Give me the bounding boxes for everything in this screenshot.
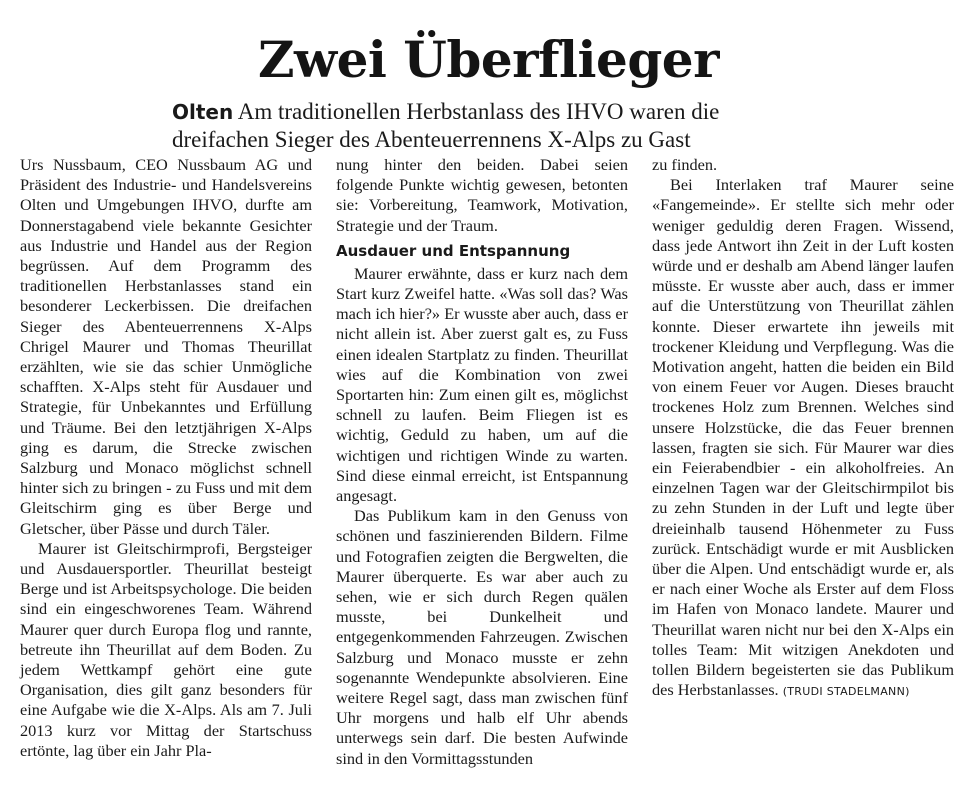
column-3: [652, 155, 954, 702]
body-paragraph: Das Publikum kam in den Genuss von schönen und faszinierenden Bildern. Filme und Fotografien zeigten die Bergwelten, die Maurer überquerte. Es war aber auch zu sehen, wie er sich durch Regen quälen musste, bei Dunkelheit und entgegenkommenden Fahrzeugen. Zwischen Salzburg und Monaco musste er zehn sogenannte Wendepunkte absolvieren. Eine weitere Regel sagt, dass man zwischen fünf Uhr morgens und halb elf Uhr abends unterwegs sein darf. Die besten Aufwinde sind in den Vormittagsstunden: [336, 506, 628, 768]
body-paragraph: Maurer ist Gleitschirmprofi, Bergsteiger und Ausdauersportler. Theurillat besteigt Berge und ist Arbeitspsychologe. Die beiden sind ein eingeschworenes Team. Während Maurer quer durch Europa flog und rannte, betreute ihn Theurillat auf dem Boden. Zu jedem Wettkampf gehört eine gute Organisation, dies gilt ganz besonders für eine Aufgabe wie die X-Alps. Als am 7. Juli 2013 kurz vor Mittag der Startschuss ertönte, lag über ein Jahr Pla-: [20, 538, 312, 760]
column-1: [20, 155, 312, 761]
body-paragraph: [652, 175, 954, 702]
body-paragraph: Urs Nussbaum, CEO Nussbaum AG und Präsident des Industrie- und Handelsvereins Olten und Umgebungen IHVO, durfte am Donnerstagabend viele bekannte Gesichter aus Industrie und Handel aus der Region begrüssen. Auf dem Programm des traditionellen Herbstanlasses stand ein besonderer Leckerbissen. Die dreifachen Sieger des Abenteuerrennens X-Alps Chrigel Maurer und Thomas Theurillat erzählten, wie sie das schier Unmögliche schafften. X-Alps steht für Ausdauer und Strategie, für Unbekanntes und Erfüllung und Träume. Bei den letztjährigen X-Alps ging es darum, die Strecke zwischen Salzburg und Monaco möglichst schnell hinter sich zu bringen - zu Fuss und mit dem Gleitschirm ging es über Berge und Gletscher, über Pässe und durch Täler.: [20, 155, 312, 538]
body-paragraph: zu finden.: [652, 155, 718, 174]
author-byline: (TRUDI STADELMANN): [782, 685, 910, 699]
body-text: Bei Interlaken traf Maurer seine «Fangemeinde». Er stellte sich mehr oder weniger geduldig deren Fragen. Wissend, dass jede Antwort ihn Zeit in der Luft kosten würde und er deshalb am Abend länger laufen müsste. Er wusste aber auch, dass er immer auf die Unterstützung von Theurillat zählen konnte. Dieser erwartete ihn jeweils mit trockener Kleidung und Verpflegung. Was die Motivation angeht, hatten die beiden ein Bild von einem Feuer vor Augen. Dieses braucht trockenes Holz zum Brennen. Welches sind unsere Holzstücke, die das Feuer brennen lassen, fragten sie sich. Für Maurer war dies ein Feierabendbier - ein alkoholfreies. An einzelnen Tagen war der Gleitschirmpilot bis zu zehn Stunden in der Luft und legte über dreieinhalb tausend Höhenmeter zu Fuss zurück. Entschädigt wurde er mit Ausblicken über die Alpen. Und entschädigt wurde er, als er nach einer Woche als Erster auf dem Floss im Hafen von Monaco landete. Maurer und Theurillat waren nicht nur bei den X-Alps ein tolles Team: Mit witzigen Anekdoten und tollen Bildern begeisterten sie das Publikum des Herbstanlasses.: [652, 175, 954, 700]
headline: Zwei Überflieger: [258, 30, 719, 89]
lead-text: Am traditionellen Herbstanlass des IHVO waren die dreifachen Sieger des Abenteuerrennens X-Alps zu Gast: [172, 99, 720, 152]
lead-kicker: Olten: [172, 100, 234, 124]
column-2: [336, 155, 628, 769]
body-paragraph: Maurer erwähnte, dass er kurz nach dem Start kurz Zweifel hatte. «Was soll das? Was mach ich hier?» Er wusste aber auch, dass er nicht allein ist. Aber zuerst galt es, zu Fuss einen idealen Startplatz zu finden. Theurillat wies auf die Kombination von zwei Sportarten hin: Zum einen gilt es, möglichst schnell zu laufen. Beim Fliegen ist es wichtig, Geduld zu haben, um auf die wichtigen und richtigen Winde zu warten. Sind diese einmal erreicht, ist Entspannung angesagt.: [336, 263, 628, 506]
subheading: Ausdauer und Entspannung: [336, 241, 571, 260]
lead-paragraph: [172, 98, 812, 153]
body-paragraph: nung hinter den beiden. Dabei seien folgende Punkte wichtig gewesen, betonten sie: Vorbereitung, Teamwork, Motivation, Strategie und der Traum.: [336, 155, 628, 235]
